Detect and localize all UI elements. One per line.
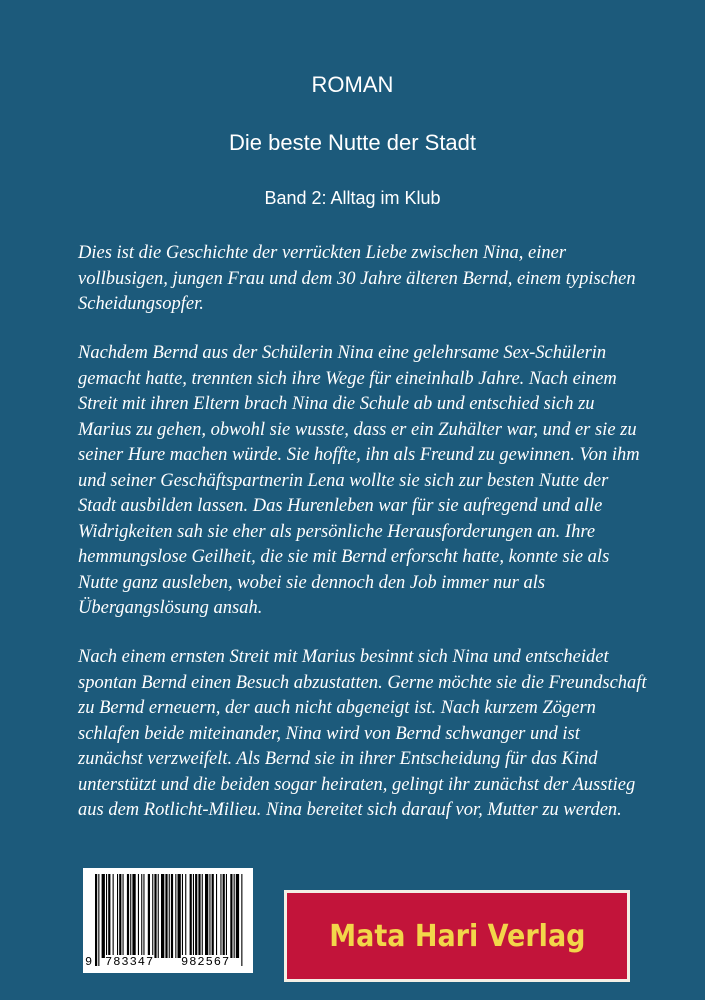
publisher-logo (284, 890, 630, 982)
barcode-bar (223, 874, 225, 958)
barcode-bar (175, 874, 176, 958)
book-title: Die beste Nutte der Stadt (228, 130, 477, 155)
barcode-bar (117, 874, 118, 958)
barcode-bar (132, 874, 135, 958)
barcode-bar (158, 874, 159, 958)
barcode-bar (127, 874, 129, 958)
barcode-bar (106, 874, 107, 958)
barcode-bar (216, 874, 217, 958)
barcode-bar (193, 874, 194, 958)
barcode-right-group: 982567 (181, 955, 231, 969)
barcode-bar (169, 874, 170, 958)
barcode-bar (119, 874, 121, 958)
publisher-name: Mata Hari Verlag (328, 918, 586, 954)
book-subtitle: Band 2: Alltag im Klub (264, 188, 441, 208)
barcode-bar (130, 874, 131, 958)
barcode-bar (220, 874, 221, 958)
barcode-bar (234, 874, 235, 958)
barcode-bar (148, 874, 150, 958)
barcode-bar (154, 874, 156, 958)
barcode-first-digit: 9 (85, 955, 93, 969)
barcode-bar (161, 874, 164, 958)
barcode-bar (182, 874, 183, 958)
barcode-bar (95, 874, 97, 966)
barcode-bar (205, 874, 208, 958)
barcode-bar (102, 874, 105, 958)
barcode-bar (230, 874, 232, 958)
barcode-left-group: 783347 (105, 955, 155, 969)
blurb-paragraph: Nach einem ernsten Streit mit Marius besinnt sich Nina und entscheidet spontan Bernd einen Besuch abzustatten. Gerne möchte sie die Freundschaft zu Bernd erneuern, der auch nicht abgeneigt ist. Nach kurzem Zögern schlafen beide miteinander, Nina wird von Bernd schwanger und ist zunächst verzweifelt. Als Bernd sie in ihrer Entscheidung für das Kind unterstützt und die beiden sogar heiraten, gelingt ihr zunächst der Ausstieg aus dem Rotlicht-Milieu. Nina bereitet sich darauf vor, Mutter zu werden. (78, 647, 647, 820)
barcode-bar (171, 874, 173, 958)
barcode-bar (209, 874, 210, 958)
barcode-bar (123, 874, 124, 958)
isbn-barcode (83, 868, 253, 973)
barcode-bar (185, 874, 186, 958)
barcode-bar (113, 874, 114, 958)
barcode-bar (143, 874, 144, 958)
barcode-bar (190, 874, 192, 958)
barcode-bar (98, 874, 99, 966)
barcode-bar (165, 874, 167, 958)
barcode-bar (226, 874, 227, 958)
barcode-bar (241, 874, 242, 966)
barcode-bar (198, 874, 200, 958)
blurb-paragraph: Dies ist die Geschichte der verrückten Liebe zwischen Nina, einer vollbusigen, jungen Frau und dem 30 Jahre älteren Bernd, einem typischen Scheidungsopfer. (78, 243, 636, 314)
barcode-bar (195, 874, 197, 966)
barcode-bar (202, 874, 203, 958)
barcode-bar (236, 874, 239, 958)
blurb-paragraph: Nachdem Bernd aus der Schülerin Nina eine gelehrsame Sex-Schülerin gemacht hatte, trennten sich ihre Wege für eineinhalb Jahre. Nach einem Streit mit ihren Eltern brach Nina die Schule ab und entschied sich zu Marius zu gehen, obwohl sie wusste, dass er ein Zuhälter war, und er sie zu seiner Hure machen würde. Sie hoffte, ihn als Freund zu gewinnen. Von ihm und seiner Geschäftspartnerin Lena wollte sie sich zur besten Nutte der Stadt ausbilden lassen. Das Hurenleben war für sie aufregend und alle Widrigkeiten sah sie eher als persönliche Herausforderungen an. Ihre hemmungslose Geilheit, die sie mit Bernd erforscht hatte, konnte sie als Nutte ganz ausleben, wobei sie dennoch den Job immer nur als Übergangslösung ansah. (78, 343, 640, 618)
barcode-bar (108, 874, 110, 958)
barcode-bar (141, 874, 142, 958)
barcode-bar (152, 874, 153, 958)
barcode-bar (212, 874, 214, 958)
barcode-bar (178, 874, 181, 958)
genre-label: ROMAN (311, 72, 394, 97)
barcode-bar (138, 874, 139, 958)
